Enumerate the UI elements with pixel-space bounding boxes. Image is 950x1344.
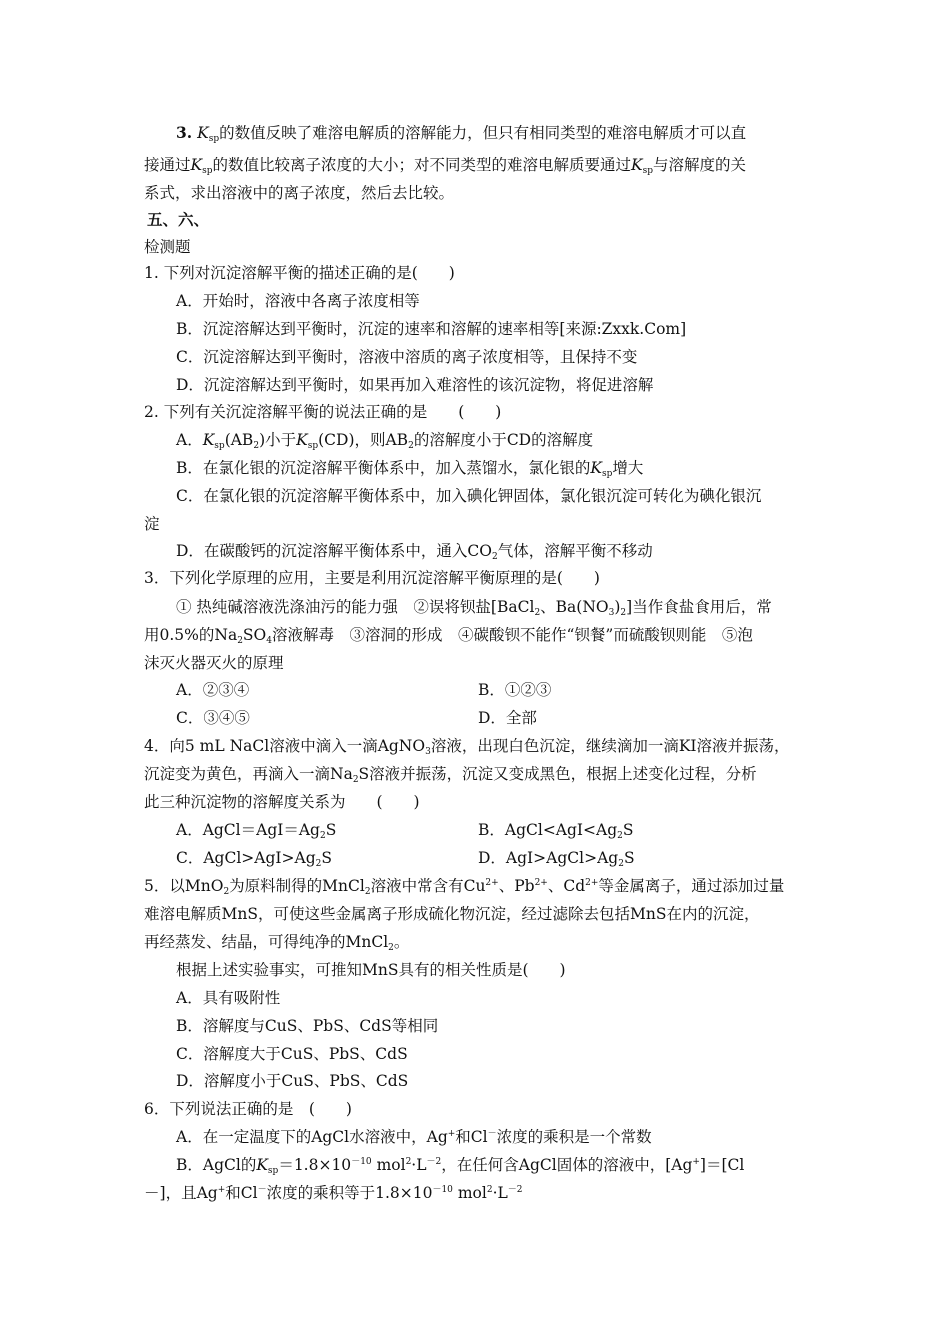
q5-stem-line-4: 根据上述实验事实，可推知MnS具有的相关性质是( ) <box>176 961 566 979</box>
q4-option-b: B．$AgCl<AgI<Ag_2S$ <box>478 821 634 841</box>
q3-option-b: B．①②③ <box>478 681 552 699</box>
intro-line-2: 接通过$K_{sp}$的数值比较离子浓度的大小；对不同类型的难溶电解质要通过$K_{sp}$与溶解度的关 <box>144 156 747 176</box>
q6-option-b: B．AgCl的$K_{sp}=1.8\times 10^{-10}$ $mol^2\cdot L^{-2}$，在任何含AgCl固体的溶液中，[Ag+]＝[Cl <box>176 1156 745 1176</box>
q1-option-a: A．开始时，溶液中各离子浓度相等 <box>176 292 420 310</box>
q3-option-d: D．全部 <box>478 709 537 727</box>
q1-option-d: D．沉淀溶解达到平衡时，如果再加入难溶性的该沉淀物，将促进溶解 <box>176 376 654 394</box>
q5-option-a: A．具有吸附性 <box>176 989 281 1007</box>
q5-stem-line-1: 5．以MnO$_2$为原料制得的MnCl$_2$溶液中常含有$Cu^{2+}$、$Pb^{2+}$、$Cd^{2+}$等金属离子，通过添加过量 <box>144 877 785 897</box>
intro-line-3: 系式，求出溶液中的离子浓度，然后去比较。 <box>144 184 455 202</box>
q2-option-c-continued: 淀 <box>144 515 160 533</box>
q2-option-c: C．在氯化银的沉淀溶解平衡体系中，加入碘化钾固体，氯化银沉淀可转化为碘化银沉 <box>176 487 762 505</box>
q4-stem-line-1: 4．向5 mL NaCl溶液中滴入一滴AgNO$_3$溶液，出现白色沉淀，继续滴加一滴KI溶液并振荡， <box>144 737 790 757</box>
q6-stem: 6．下列说法正确的是 ( ) <box>144 1100 352 1118</box>
q2-option-d: D．在碳酸钙的沉淀溶解平衡体系中，通入$CO_2$气体，溶解平衡不移动 <box>176 542 653 562</box>
q3-option-c: C．③④⑤ <box>176 709 250 727</box>
q4-option-a: A．$AgCl=AgI=Ag_2S$ <box>176 821 337 841</box>
q3-items-line-1: ① 热纯碱溶液洗涤油污的能力强 ②误将钡盐[BaCl$_2$、$Ba(NO_3)_2$]当作食盐食用后，常 <box>176 598 772 618</box>
q5-stem-line-3: 再经蒸发、结晶，可得纯净的MnCl$_2$。 <box>144 933 410 953</box>
q6-option-b-continued: －]，且Ag+和Cl－浓度的乘积等于$1.8\times 10^{-10}$ $mol^2\cdot L^{-2}$ <box>144 1184 523 1202</box>
q4-option-d: D．$AgI>AgCl>Ag_2S$ <box>478 849 635 869</box>
q6-option-a: A．在一定温度下的AgCl水溶液中，Ag+和Cl－浓度的乘积是一个常数 <box>176 1128 652 1146</box>
q4-stem-line-2: 沉淀变为黄色，再滴入一滴$Na_2S$溶液并振荡，沉淀又变成黑色，根据上述变化过程，分析 <box>144 765 757 785</box>
intro-line-1: 3. $K_{sp}$的数值反映了难溶电解质的溶解能力，但只有相同类型的难溶电解质才可以直 <box>176 123 747 144</box>
test-heading: 检测题 <box>144 238 191 256</box>
q1-stem: 1. 下列对沉淀溶解平衡的描述正确的是( ) <box>144 264 455 282</box>
q2-stem: 2. 下列有关沉淀溶解平衡的说法正确的是 ( ) <box>144 403 502 421</box>
intro-number: 3. <box>176 123 193 142</box>
q5-option-c: C．溶解度大于CuS、PbS、CdS <box>176 1045 408 1063</box>
q3-stem: 3．下列化学原理的应用，主要是利用沉淀溶解平衡原理的是( ) <box>144 569 600 587</box>
q3-items-line-3: 沫灭火器灭火的原理 <box>144 654 284 672</box>
q5-option-d: D．溶解度小于CuS、PbS、CdS <box>176 1072 409 1090</box>
q5-stem-line-2: 难溶电解质MnS，可使这些金属离子形成硫化物沉淀，经过滤除去包括MnS在内的沉淀， <box>144 905 760 923</box>
q1-option-c: C．沉淀溶解达到平衡时，溶液中溶质的离子浓度相等，且保持不变 <box>176 348 638 366</box>
q2-option-b: B．在氯化银的沉淀溶解平衡体系中，加入蒸馏水，氯化银的$K_{sp}$增大 <box>176 459 644 479</box>
section-heading: 五、六、 <box>147 210 210 229</box>
q3-items-line-2: 用0.5%的$Na_2SO_4$溶液解毒 ③溶洞的形成 ④碳酸钡不能作“钡餐”而硫酸钡则能 ⑤泡 <box>144 626 753 646</box>
q2-option-a: A．$K_{sp}(AB_2)$小于$K_{sp}(CD)$，则$AB_2$的溶解度小于CD的溶解度 <box>176 431 594 451</box>
q1-option-b: B．沉淀溶解达到平衡时，沉淀的速率和溶解的速率相等[来源:Zxxk.Com] <box>176 320 687 338</box>
q4-option-c: C．$AgCl>AgI>Ag_2S$ <box>176 849 332 869</box>
q3-option-a: A．②③④ <box>176 681 250 699</box>
q4-stem-line-3: 此三种沉淀物的溶解度关系为 ( ) <box>144 793 420 811</box>
q5-option-b: B．溶解度与CuS、PbS、CdS等相同 <box>176 1017 439 1035</box>
